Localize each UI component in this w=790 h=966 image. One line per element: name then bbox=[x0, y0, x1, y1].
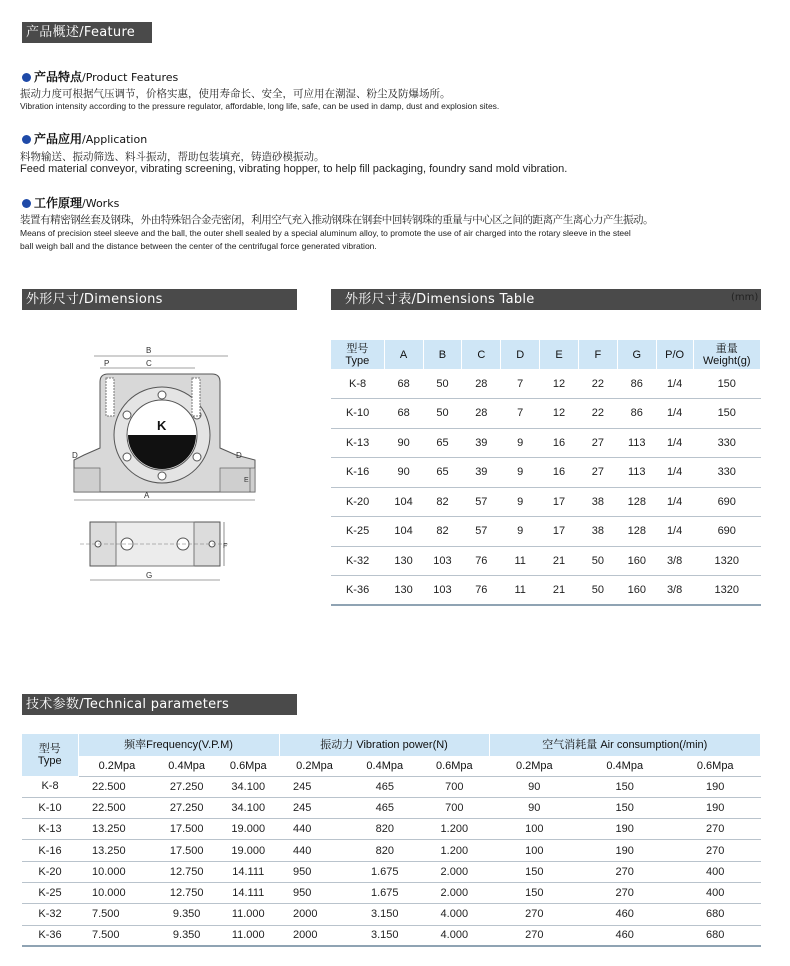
tech-table-cell: K-8 bbox=[22, 776, 78, 797]
tech-table-cell: 2.000 bbox=[420, 882, 490, 903]
tech-table-cell: K-25 bbox=[22, 882, 78, 903]
tech-table-cell: 100 bbox=[489, 840, 579, 861]
tech-table-cell: 22.500 bbox=[78, 776, 156, 797]
dim-table-cell: 7 bbox=[501, 399, 540, 429]
dim-table-cell: 130 bbox=[384, 546, 423, 576]
tech-table-row bbox=[22, 925, 761, 946]
dim-col-header: P/O bbox=[656, 340, 693, 369]
dim-table-cell: 9 bbox=[501, 428, 540, 458]
dim-table-cell: 3/8 bbox=[656, 576, 693, 606]
dim-table-cell: 160 bbox=[617, 546, 656, 576]
product-features-heading bbox=[22, 68, 178, 85]
tech-table-cell: 270 bbox=[580, 861, 670, 882]
tech-table-cell: 4.000 bbox=[420, 904, 490, 925]
dim-table-cell: 11 bbox=[501, 546, 540, 576]
works-text-en-2: ball weigh ball and the distance between the center of the centrifugal force generated vibration. bbox=[20, 241, 377, 251]
dim-table-cell: 50 bbox=[423, 399, 462, 429]
application-text-en: Feed material conveyor, vibrating screening, vibrating hopper, to help fill packaging, foundry sand mold vibration. bbox=[20, 163, 568, 175]
bullet-icon bbox=[22, 135, 31, 144]
label-g: G bbox=[146, 571, 153, 580]
dim-col-header: F bbox=[578, 340, 617, 369]
dim-table-cell: 3/8 bbox=[656, 546, 693, 576]
technical-parameters-table bbox=[22, 734, 761, 947]
dim-table-cell: K-36 bbox=[331, 576, 384, 606]
vibration-power-header: 振动力 Vibration power(N) bbox=[279, 734, 489, 756]
tech-table-cell: 12.750 bbox=[156, 861, 218, 882]
dim-table-row bbox=[331, 369, 761, 399]
tech-table-cell: 19.000 bbox=[217, 819, 279, 840]
vibrator-technical-drawing bbox=[60, 340, 270, 600]
tech-table-cell: 17.500 bbox=[156, 840, 218, 861]
dim-table-cell: 9 bbox=[501, 517, 540, 547]
tech-table-cell: 190 bbox=[580, 819, 670, 840]
bolt-hole bbox=[123, 453, 131, 461]
dim-table-cell: 7 bbox=[501, 369, 540, 399]
dim-table-cell: 12 bbox=[540, 399, 579, 429]
pressure-sub-header: 0.4Mpa bbox=[580, 756, 670, 776]
tech-table-cell: 270 bbox=[489, 904, 579, 925]
tech-table-cell: 3.150 bbox=[350, 925, 420, 946]
pressure-sub-header: 0.4Mpa bbox=[350, 756, 420, 776]
tech-table-cell: 440 bbox=[279, 840, 350, 861]
dim-col-header: B bbox=[423, 340, 462, 369]
works-title-en: /Works bbox=[82, 197, 120, 210]
dim-table-cell: K-32 bbox=[331, 546, 384, 576]
tech-table-cell: 1.675 bbox=[350, 882, 420, 903]
label-d-right: D bbox=[236, 451, 242, 460]
dim-table-cell: 12 bbox=[540, 369, 579, 399]
dim-table-cell: 38 bbox=[578, 517, 617, 547]
works-text-en-1: Means of precision steel sleeve and the ball, the outer shell sealed by a special aluminum alloy, to promote the use of air charged into the rotary sleeve in the steel bbox=[20, 228, 631, 238]
product-features-title-zh: 产品特点 bbox=[34, 70, 83, 84]
tech-table-cell: 27.250 bbox=[156, 776, 218, 797]
dim-table-cell: 38 bbox=[578, 487, 617, 517]
tech-table-cell: 245 bbox=[279, 797, 350, 818]
tech-table-cell: 820 bbox=[350, 840, 420, 861]
product-features-title-en: /Product Features bbox=[82, 71, 179, 84]
tech-table-cell: 400 bbox=[670, 882, 761, 903]
dim-table-cell: 113 bbox=[617, 458, 656, 488]
tech-table-cell: 27.250 bbox=[156, 797, 218, 818]
application-text-zh: 料物输送、振动筛选、料斗振动，帮助包装填充，铸造砂模振动。 bbox=[20, 151, 325, 163]
tech-table-cell: 245 bbox=[279, 776, 350, 797]
dim-table-cell: 22 bbox=[578, 399, 617, 429]
dim-table-cell: 57 bbox=[462, 517, 501, 547]
tech-table-cell: 150 bbox=[580, 776, 670, 797]
dim-table-row bbox=[331, 487, 761, 517]
dim-table-cell: 160 bbox=[617, 576, 656, 606]
tech-table-cell: 9.350 bbox=[156, 925, 218, 946]
dim-table-row bbox=[331, 576, 761, 606]
dim-table-cell: 128 bbox=[617, 517, 656, 547]
dim-table-cell: 104 bbox=[384, 487, 423, 517]
tech-table-cell: 7.500 bbox=[78, 925, 156, 946]
dim-table-cell: 50 bbox=[423, 369, 462, 399]
tech-table-cell: 90 bbox=[489, 776, 579, 797]
tech-table-cell: K-36 bbox=[22, 925, 78, 946]
dim-table-cell: 9 bbox=[501, 458, 540, 488]
dim-table-cell: 1/4 bbox=[656, 369, 693, 399]
dim-col-header: D bbox=[501, 340, 540, 369]
tech-table-cell: 10.000 bbox=[78, 861, 156, 882]
dim-table-cell: 330 bbox=[693, 428, 761, 458]
pressure-sub-header: 0.2Mpa bbox=[279, 756, 350, 776]
dim-table-cell: 1320 bbox=[693, 576, 761, 606]
dim-table-cell: 1/4 bbox=[656, 428, 693, 458]
tech-table-cell: 460 bbox=[580, 925, 670, 946]
tech-table-row bbox=[22, 882, 761, 903]
pressure-sub-header: 0.2Mpa bbox=[78, 756, 156, 776]
dim-table-cell: 150 bbox=[693, 369, 761, 399]
pressure-sub-header: 0.6Mpa bbox=[217, 756, 279, 776]
tech-table-cell: K-16 bbox=[22, 840, 78, 861]
dim-table-cell: 27 bbox=[578, 428, 617, 458]
dim-table-cell: 11 bbox=[501, 576, 540, 606]
tech-table-cell: 9.350 bbox=[156, 904, 218, 925]
dim-table-cell: 39 bbox=[462, 428, 501, 458]
tech-table-cell: 100 bbox=[489, 819, 579, 840]
dim-table-cell: 9 bbox=[501, 487, 540, 517]
tech-table-cell: 680 bbox=[670, 925, 761, 946]
tech-table-cell: 12.750 bbox=[156, 882, 218, 903]
dimensions-section-header: 外形尺寸/Dimensions bbox=[22, 289, 297, 310]
label-d-left: D bbox=[72, 451, 78, 460]
tech-table-cell: 3.150 bbox=[350, 904, 420, 925]
tech-table-cell: K-13 bbox=[22, 819, 78, 840]
tech-table-cell: 2000 bbox=[279, 925, 350, 946]
label-c: C bbox=[146, 359, 152, 368]
pressure-sub-header: 0.6Mpa bbox=[670, 756, 761, 776]
dim-table-cell: K-10 bbox=[331, 399, 384, 429]
tech-table-cell: 440 bbox=[279, 819, 350, 840]
works-title-zh: 工作原理 bbox=[34, 196, 83, 210]
dim-table-row bbox=[331, 458, 761, 488]
tech-table-cell: 13.250 bbox=[78, 840, 156, 861]
dim-table-cell: 68 bbox=[384, 399, 423, 429]
dim-table-cell: K-13 bbox=[331, 428, 384, 458]
pressure-sub-header: 0.4Mpa bbox=[156, 756, 218, 776]
dimensions-table-section-header: 外形尺寸表/Dimensions Table bbox=[331, 289, 761, 310]
port-right bbox=[192, 378, 200, 416]
dim-table-cell: 86 bbox=[617, 399, 656, 429]
type-header-en: Type bbox=[37, 755, 62, 767]
works-heading bbox=[22, 194, 119, 211]
dim-table-row bbox=[331, 546, 761, 576]
tech-table-cell: 1.200 bbox=[420, 840, 490, 861]
tech-table-cell: 2000 bbox=[279, 904, 350, 925]
bolt-hole bbox=[193, 453, 201, 461]
tech-table-cell: 950 bbox=[279, 882, 350, 903]
pressure-sub-header: 0.6Mpa bbox=[420, 756, 490, 776]
dimensions-table bbox=[331, 340, 761, 606]
tech-table-cell: 10.000 bbox=[78, 882, 156, 903]
tech-table-cell: 465 bbox=[350, 776, 420, 797]
tech-table-cell: 150 bbox=[489, 861, 579, 882]
tech-table-row bbox=[22, 904, 761, 925]
tech-table-cell: 270 bbox=[489, 925, 579, 946]
dim-col-header: E bbox=[540, 340, 579, 369]
tech-table-cell: 11.000 bbox=[217, 925, 279, 946]
dim-table-cell: K-16 bbox=[331, 458, 384, 488]
feature-section-header: 产品概述/Feature bbox=[22, 22, 152, 43]
dim-table-cell: 690 bbox=[693, 517, 761, 547]
tech-table-cell: 400 bbox=[670, 861, 761, 882]
dim-table-cell: 16 bbox=[540, 428, 579, 458]
pressure-sub-header: 0.2Mpa bbox=[489, 756, 579, 776]
dim-table-row bbox=[331, 399, 761, 429]
dim-table-cell: 113 bbox=[617, 428, 656, 458]
dim-table-cell: 68 bbox=[384, 369, 423, 399]
tech-table-row bbox=[22, 776, 761, 797]
port-left bbox=[106, 378, 114, 416]
unit-label: (mm) bbox=[731, 292, 759, 303]
dim-table-cell: 17 bbox=[540, 517, 579, 547]
dim-table-cell: 1/4 bbox=[656, 517, 693, 547]
dim-table-cell: 130 bbox=[384, 576, 423, 606]
dim-table-cell: 150 bbox=[693, 399, 761, 429]
dim-table-cell: 50 bbox=[578, 546, 617, 576]
label-p: P bbox=[104, 359, 110, 368]
tech-table-row bbox=[22, 819, 761, 840]
dim-table-cell: 21 bbox=[540, 546, 579, 576]
dim-col-header: 型号 Type bbox=[331, 340, 384, 369]
dim-col-header: A bbox=[384, 340, 423, 369]
tech-table-cell: 190 bbox=[580, 840, 670, 861]
dim-table-cell: 82 bbox=[423, 487, 462, 517]
product-features-text-zh: 振动力度可根据气压调节，价格实惠，使用寿命长、安全，可应用在潮湿、粉尘及防爆场所。 bbox=[20, 88, 451, 100]
dim-col-header: 重量 Weight(g) bbox=[693, 340, 761, 369]
tech-table-cell: 4.000 bbox=[420, 925, 490, 946]
dim-col-header: C bbox=[462, 340, 501, 369]
works-text-zh: 装置有精密钢丝套及钢珠，外由特殊铝合金壳密闭，利用空气充入推动钢珠在钢套中回转钢珠的重量与中心区之间的距离产生离心力产生振动。 bbox=[20, 214, 654, 226]
tech-table-cell: 7.500 bbox=[78, 904, 156, 925]
dim-table-cell: 104 bbox=[384, 517, 423, 547]
tech-table-cell: 22.500 bbox=[78, 797, 156, 818]
type-header bbox=[22, 734, 78, 776]
tech-table-cell: 465 bbox=[350, 797, 420, 818]
dim-table-row bbox=[331, 517, 761, 547]
dim-table-cell: 28 bbox=[462, 369, 501, 399]
label-e: E bbox=[244, 477, 249, 484]
air-consumption-header: 空气消耗量 Air consumption(/min) bbox=[489, 734, 760, 756]
dim-table-cell: 50 bbox=[578, 576, 617, 606]
tech-table-cell: 90 bbox=[489, 797, 579, 818]
tech-table-row bbox=[22, 861, 761, 882]
dim-table-cell: 65 bbox=[423, 428, 462, 458]
label-k: K bbox=[157, 418, 167, 433]
tech-table-cell: 1.200 bbox=[420, 819, 490, 840]
dim-table-cell: 1/4 bbox=[656, 458, 693, 488]
bullet-icon bbox=[22, 73, 31, 82]
technical-section-header: 技术参数/Technical parameters bbox=[22, 694, 297, 715]
dim-table-cell: 1/4 bbox=[656, 399, 693, 429]
label-f: F bbox=[223, 543, 228, 550]
frequency-header: 频率Frequency(V.P.M) bbox=[78, 734, 279, 756]
dim-table-cell: 103 bbox=[423, 546, 462, 576]
dim-table-cell: 28 bbox=[462, 399, 501, 429]
application-title-zh: 产品应用 bbox=[34, 132, 83, 146]
dim-table-cell: 90 bbox=[384, 458, 423, 488]
product-features-text-en: Vibration intensity according to the pressure regulator, affordable, long life, safe, can be used in damp, dust and explosion sites. bbox=[20, 101, 500, 111]
dim-table-cell: K-20 bbox=[331, 487, 384, 517]
dim-table-cell: 690 bbox=[693, 487, 761, 517]
bolt-hole bbox=[158, 472, 166, 480]
application-title-en: /Application bbox=[82, 133, 148, 146]
dim-table-cell: 39 bbox=[462, 458, 501, 488]
dim-table-cell: 17 bbox=[540, 487, 579, 517]
tech-table-cell: 19.000 bbox=[217, 840, 279, 861]
tech-table-cell: 34.100 bbox=[217, 776, 279, 797]
dim-table-cell: 22 bbox=[578, 369, 617, 399]
tech-table-cell: 2.000 bbox=[420, 861, 490, 882]
tech-table-cell: 150 bbox=[580, 797, 670, 818]
dim-table-row bbox=[331, 428, 761, 458]
tech-table-cell: K-10 bbox=[22, 797, 78, 818]
dim-table-cell: 65 bbox=[423, 458, 462, 488]
tech-table-cell: 13.250 bbox=[78, 819, 156, 840]
tech-table-cell: 700 bbox=[420, 797, 490, 818]
tech-table-cell: 150 bbox=[489, 882, 579, 903]
tech-table-cell: K-32 bbox=[22, 904, 78, 925]
dim-table-cell: 76 bbox=[462, 576, 501, 606]
tech-table-cell: 950 bbox=[279, 861, 350, 882]
dim-table-cell: 16 bbox=[540, 458, 579, 488]
dim-table-cell: 1/4 bbox=[656, 487, 693, 517]
dim-table-cell: K-25 bbox=[331, 517, 384, 547]
bolt-hole bbox=[123, 411, 131, 419]
tech-table-cell: 1.675 bbox=[350, 861, 420, 882]
dim-table-cell: 90 bbox=[384, 428, 423, 458]
tech-table-cell: 14.111 bbox=[217, 861, 279, 882]
dim-table-cell: 76 bbox=[462, 546, 501, 576]
application-heading bbox=[22, 130, 147, 147]
bolt-hole bbox=[158, 391, 166, 399]
tech-table-cell: 190 bbox=[670, 776, 761, 797]
tech-table-cell: 700 bbox=[420, 776, 490, 797]
tech-table-cell: 820 bbox=[350, 819, 420, 840]
tech-table-cell: 34.100 bbox=[217, 797, 279, 818]
tech-table-cell: 460 bbox=[580, 904, 670, 925]
tech-table-cell: 14.111 bbox=[217, 882, 279, 903]
type-header-zh: 型号 bbox=[38, 743, 61, 755]
tech-table-cell: 17.500 bbox=[156, 819, 218, 840]
tech-table-cell: K-20 bbox=[22, 861, 78, 882]
dim-table-cell: 330 bbox=[693, 458, 761, 488]
dim-table-cell: 57 bbox=[462, 487, 501, 517]
dim-table-cell: 128 bbox=[617, 487, 656, 517]
dim-col-header: G bbox=[617, 340, 656, 369]
label-b: B bbox=[146, 346, 152, 355]
label-a: A bbox=[144, 491, 150, 500]
dim-table-cell: K-8 bbox=[331, 369, 384, 399]
dim-table-cell: 21 bbox=[540, 576, 579, 606]
tech-table-row bbox=[22, 840, 761, 861]
dim-table-cell: 1320 bbox=[693, 546, 761, 576]
tech-table-cell: 270 bbox=[670, 840, 761, 861]
dim-table-cell: 86 bbox=[617, 369, 656, 399]
bullet-icon bbox=[22, 199, 31, 208]
tech-table-cell: 11.000 bbox=[217, 904, 279, 925]
tech-table-cell: 190 bbox=[670, 797, 761, 818]
tech-table-cell: 680 bbox=[670, 904, 761, 925]
dim-table-cell: 27 bbox=[578, 458, 617, 488]
dim-table-cell: 82 bbox=[423, 517, 462, 547]
tech-table-row bbox=[22, 797, 761, 818]
dim-table-cell: 103 bbox=[423, 576, 462, 606]
tech-table-cell: 270 bbox=[670, 819, 761, 840]
tech-table-cell: 270 bbox=[580, 882, 670, 903]
